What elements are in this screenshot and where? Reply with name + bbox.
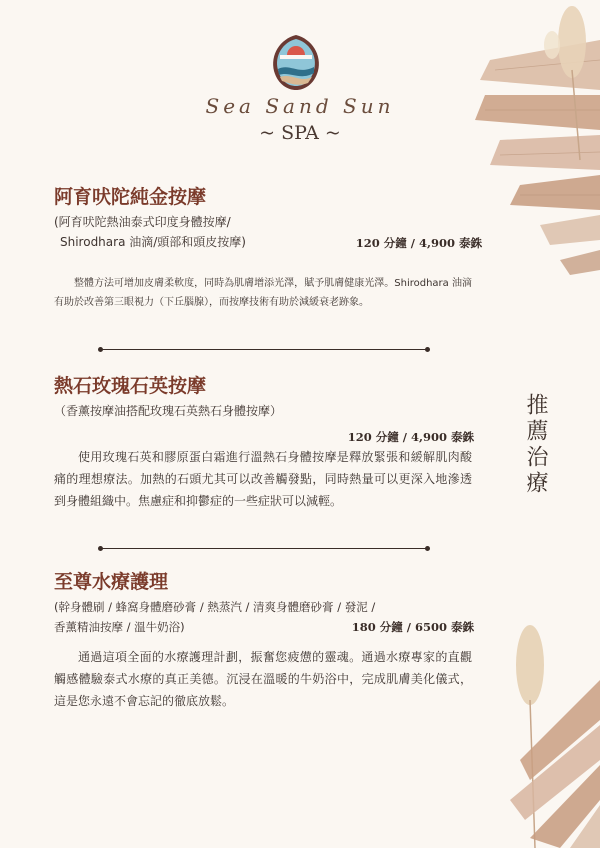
treatment-subtitle-line: 香薰精油按摩 / 溫牛奶浴) bbox=[54, 620, 185, 634]
brand-name: Sea Sand Sun bbox=[205, 94, 395, 118]
recommended-treatments-label: 推薦治療 bbox=[523, 393, 548, 497]
treatment-title: 熱石玫瑰石英按摩 bbox=[54, 375, 207, 397]
treatment-section-hot-stone bbox=[54, 371, 474, 512]
treatment-price: 180 分鐘 / 6500 泰銖 bbox=[351, 620, 474, 634]
treatment-price: 120 分鐘 / 4,900 泰銖 bbox=[347, 430, 474, 444]
treatment-subtitle-line: （香薰按摩油搭配玫瑰石英熱石身體按摩） bbox=[54, 404, 283, 418]
treatment-section-supreme-spa bbox=[54, 567, 474, 712]
treatment-title: 阿育吠陀純金按摩 bbox=[54, 186, 207, 208]
treatment-price: 120 分鐘 / 4,900 泰銖 bbox=[355, 236, 482, 250]
palm-leaf-decoration-top bbox=[460, 0, 600, 300]
section-divider bbox=[98, 346, 430, 354]
sea-sand-sun-logo bbox=[268, 33, 324, 91]
treatment-description: 使用玫瑰石英和膠原蛋白霜進行溫熱石身體按摩是釋放緊張和緩解肌肉酸痛的理想療法。加熱的石頭尤其可以改善觸發點，同時熱量可以更深入地滲透到身體組織中。焦慮症和抑鬱症的一些症狀可以減輕。 bbox=[54, 450, 472, 508]
treatment-subtitle-line: (阿育吠陀熱油泰式印度身體按摩/ bbox=[54, 215, 231, 229]
treatment-description: 通過這項全面的水療護理計劃，振奮您疲憊的靈魂。通過水療專家的直觀觸感體驗泰式水療的真正美德。沉浸在溫暖的牛奶浴中，完成肌膚美化儀式，這是您永遠不會忘記的徹底放鬆。 bbox=[54, 650, 472, 708]
palm-leaf-decoration-bottom bbox=[490, 610, 600, 848]
treatment-description: 整體方法可增加皮膚柔軟度，同時為肌膚增添光澤，賦予肌膚健康光澤。Shirodhara 油滴有助於改善第三眼視力（下丘腦腺），而按摩技術有助於減緩衰老跡象。 bbox=[54, 278, 472, 308]
section-divider bbox=[98, 545, 430, 553]
treatment-title: 至尊水療護理 bbox=[54, 571, 169, 593]
treatment-subtitle-line: (幹身體刷 / 蜂窩身體磨砂膏 / 熱蒸汽 / 清爽身體磨砂膏 / 發泥 / bbox=[54, 600, 376, 614]
treatment-section-ayurveda bbox=[54, 182, 482, 312]
treatment-subtitle-line: Shirodhara 油滴/頭部和頭皮按摩) bbox=[60, 235, 246, 249]
brand-subtitle: ~ SPA ~ bbox=[259, 122, 341, 144]
